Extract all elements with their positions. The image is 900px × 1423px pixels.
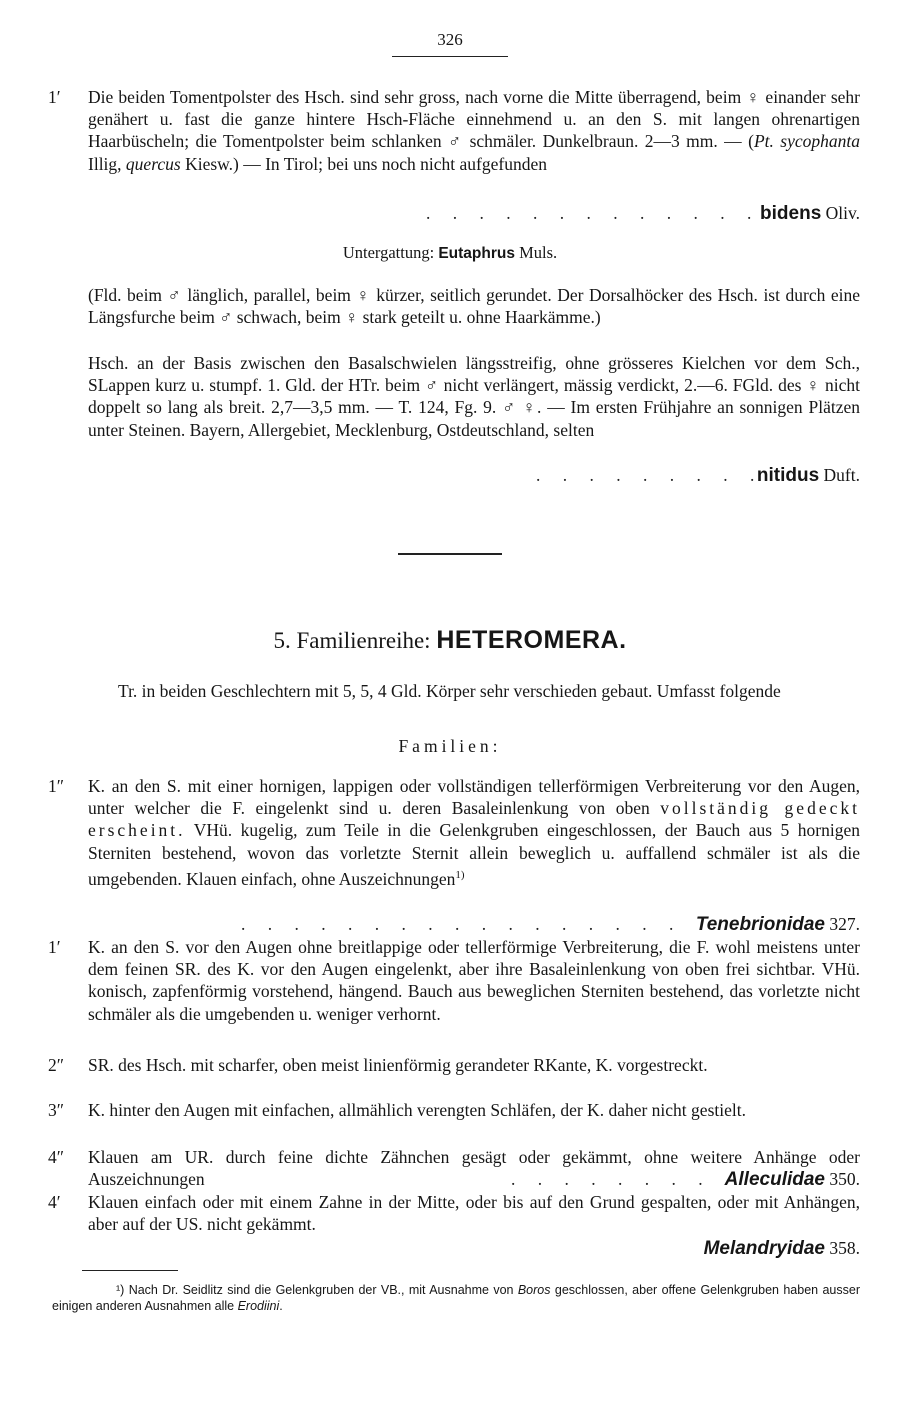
species-authority: Duft. <box>823 465 860 485</box>
family-line-melandryidae <box>88 1237 860 1260</box>
description-text: (Fld. beim ♂ länglich, parallel, beim ♀ kürzer, seitlich gerundet. Der Dorsalhöcker des Hsch. ist durch eine Längsfurche beim ♂ schwach, beim ♀ stark geteilt u. ohne Haarkämme.) <box>88 285 860 328</box>
footnote <box>52 1282 860 1314</box>
couplet-text: K. hinter den Augen mit einfachen, allmählich verengten Schläfen, der K. daher nicht gestielt. <box>88 1100 746 1120</box>
dot-leader <box>235 913 696 935</box>
description-text: Hsch. an der Basis zwischen den Basalschwielen längsstreifig, ohne grösseres Kielchen vor dem Sch., SLappen kurz u. stumpf. 1. Gld. der HTr. beim ♂ nicht verlängert, mässig verdickt, 2.—6. FGld. des ♀ nicht doppelt so lang als breit. 2,7—3,5 mm. — T. 124, Fg. 9. ♂ ♀. — Im ersten Frühjahre an sonnigen Plätzen unter Steinen. Bayern, Allergebiet, Mecklenburg, Ostdeutschland, selten <box>88 353 860 440</box>
couplet-number: 2″ <box>48 1055 65 1075</box>
subgenus-name: Eutaphrus <box>438 245 515 262</box>
subgenus-heading <box>0 243 900 263</box>
page-number: 326 <box>437 30 463 49</box>
entry-text: Die beiden Tomentpolster des Hsch. sind sehr gross, nach vorne die Mitte überragend, beim ♀ einander sehr genähert u. fast die ganze hintere Hsch-Fläche einnehmend u. an den S. mit langen ohrenartigen Haarbüscheln; die Tomentpolster beim schlanken ♂ schmäler. Dunkelbraun. 2—3 mm. — ( <box>88 87 860 152</box>
footnote-text: . <box>279 1299 283 1313</box>
couplet-text: Klauen einfach oder mit einem Zahne in der Mitte, oder bis auf den Grund gespalten, oder mit Anhängen, aber auf der US. nicht gekämmt. <box>88 1192 860 1235</box>
series-prefix: 5. Familienreihe: <box>273 628 431 653</box>
key-couplet-1b <box>48 936 860 1025</box>
species-description-nitidus <box>88 352 860 441</box>
emphasized-text: vollständig gedeckt erscheint. <box>88 798 860 841</box>
dot-leader <box>530 464 757 486</box>
species-authority: Oliv. <box>825 203 860 223</box>
family-page: 327. <box>829 914 860 934</box>
family-line-tenebrionidae <box>235 913 860 936</box>
genus-name: Boros <box>517 1283 551 1297</box>
synonym-name: quercus <box>125 153 181 174</box>
key-couplet-1a <box>48 775 860 890</box>
footnote-text: geschlossen, aber offene Gelenkgruben haben ausser einigen anderen Ausnahmen alle <box>52 1283 860 1313</box>
couplet-number: 3″ <box>48 1100 65 1120</box>
couplet-number: 1″ <box>48 776 65 796</box>
series-heading <box>0 626 900 655</box>
family-name: Alleculidae <box>724 1169 825 1190</box>
synonym-name: Pt. sycophanta <box>753 131 860 152</box>
footnote-mark: ¹) <box>116 1283 125 1297</box>
series-intro: Tr. in beiden Geschlechtern mit 5, 5, 4 Gld. Körper sehr verschieden gebaut. Umfasst folgende <box>118 681 781 701</box>
couplet-number: 1′ <box>48 937 61 957</box>
taxon-result <box>757 464 860 487</box>
dot-leader <box>505 1168 725 1190</box>
taxon-line-bidens <box>420 202 860 225</box>
entry-text: Kiesw.) — In Tirol; bei uns noch nicht aufgefunden <box>180 153 547 174</box>
family-name: Tenebrionidae <box>695 914 825 935</box>
species-name: nitidus <box>756 465 820 486</box>
couplet-text: SR. des Hsch. mit scharfer, oben meist linienförmig gerandeter RKante, K. vorgestreckt. <box>88 1055 708 1075</box>
key-couplet-4b <box>48 1191 860 1235</box>
species-name: bidens <box>760 203 822 224</box>
series-name: HETEROMERA. <box>436 626 627 654</box>
family-page: 358. <box>829 1238 860 1258</box>
dot-leader <box>420 202 760 224</box>
couplet-number: 4″ <box>48 1147 65 1167</box>
family-result <box>696 913 860 936</box>
entry-text: Illig, <box>88 153 126 174</box>
subgenus-description <box>88 284 860 328</box>
key-entry-bidens <box>48 86 860 174</box>
couplet-text: Klauen am UR. durch feine dichte Zähnchen gesägt oder gekämmt, ohne weitere Anhänge oder Auszeichnungen <box>88 1147 860 1190</box>
footnote-text: Nach Dr. Seidlitz sind die Gelenkgruben der VB., mit Ausnahme von <box>124 1283 518 1297</box>
key-couplet-2a <box>48 1054 860 1076</box>
family-line-alleculidae <box>505 1168 860 1191</box>
couplet-text: K. an den S. vor den Augen ohne breitlappige oder tellerförmige Verbreiterung, die F. wohl meistens unter dem feinen SR. des K. vor den Augen eingelenkt, aber ihre Basaleinlenkung von oben frei sichtbar. VHü. konisch, zapfenförmig vorstehend, hängend. Bauch aus beweglichen Sterniten bestehend, das vorletzte nicht schmäler als die umgebenden u. weniger verhornt. <box>88 937 860 1024</box>
taxon-line-nitidus <box>530 464 860 487</box>
taxon-result <box>760 202 860 225</box>
family-name: Melandryidae <box>703 1238 825 1259</box>
couplet-number: 4′ <box>48 1192 61 1212</box>
subgenus-label: Untergattung: <box>342 243 435 262</box>
footnote-rule <box>82 1270 178 1271</box>
couplet-text: VHü. kugelig, zum Teile in die Gelenkgruben eingeschlossen, der Bauch aus 5 hornigen Sterniten bestehend, wovon das vorletzte Sternit allein beweglich u. auffallend schmäler ist als die umgebenden. Klauen einfach, ohne Auszeichnungen <box>88 820 860 889</box>
family-page: 350. <box>829 1169 860 1189</box>
couplet-text: K. an den S. mit einer hornigen, lappigen oder vollständigen tellerförmigen Verbreiterung vor den Augen, unter welcher die F. eingelenkt sind u. deren Basaleinlenkung von oben <box>88 776 860 819</box>
tribe-name: Erodiini <box>237 1299 280 1313</box>
section-divider <box>398 553 502 555</box>
family-result <box>725 1168 860 1191</box>
footnote-reference: 1) <box>455 868 465 881</box>
families-heading: Familien: <box>398 736 502 756</box>
key-couplet-3a <box>48 1099 860 1121</box>
header-rule <box>392 56 508 57</box>
subgenus-authority: Muls. <box>519 243 558 262</box>
couplet-number: 1′ <box>48 87 61 107</box>
